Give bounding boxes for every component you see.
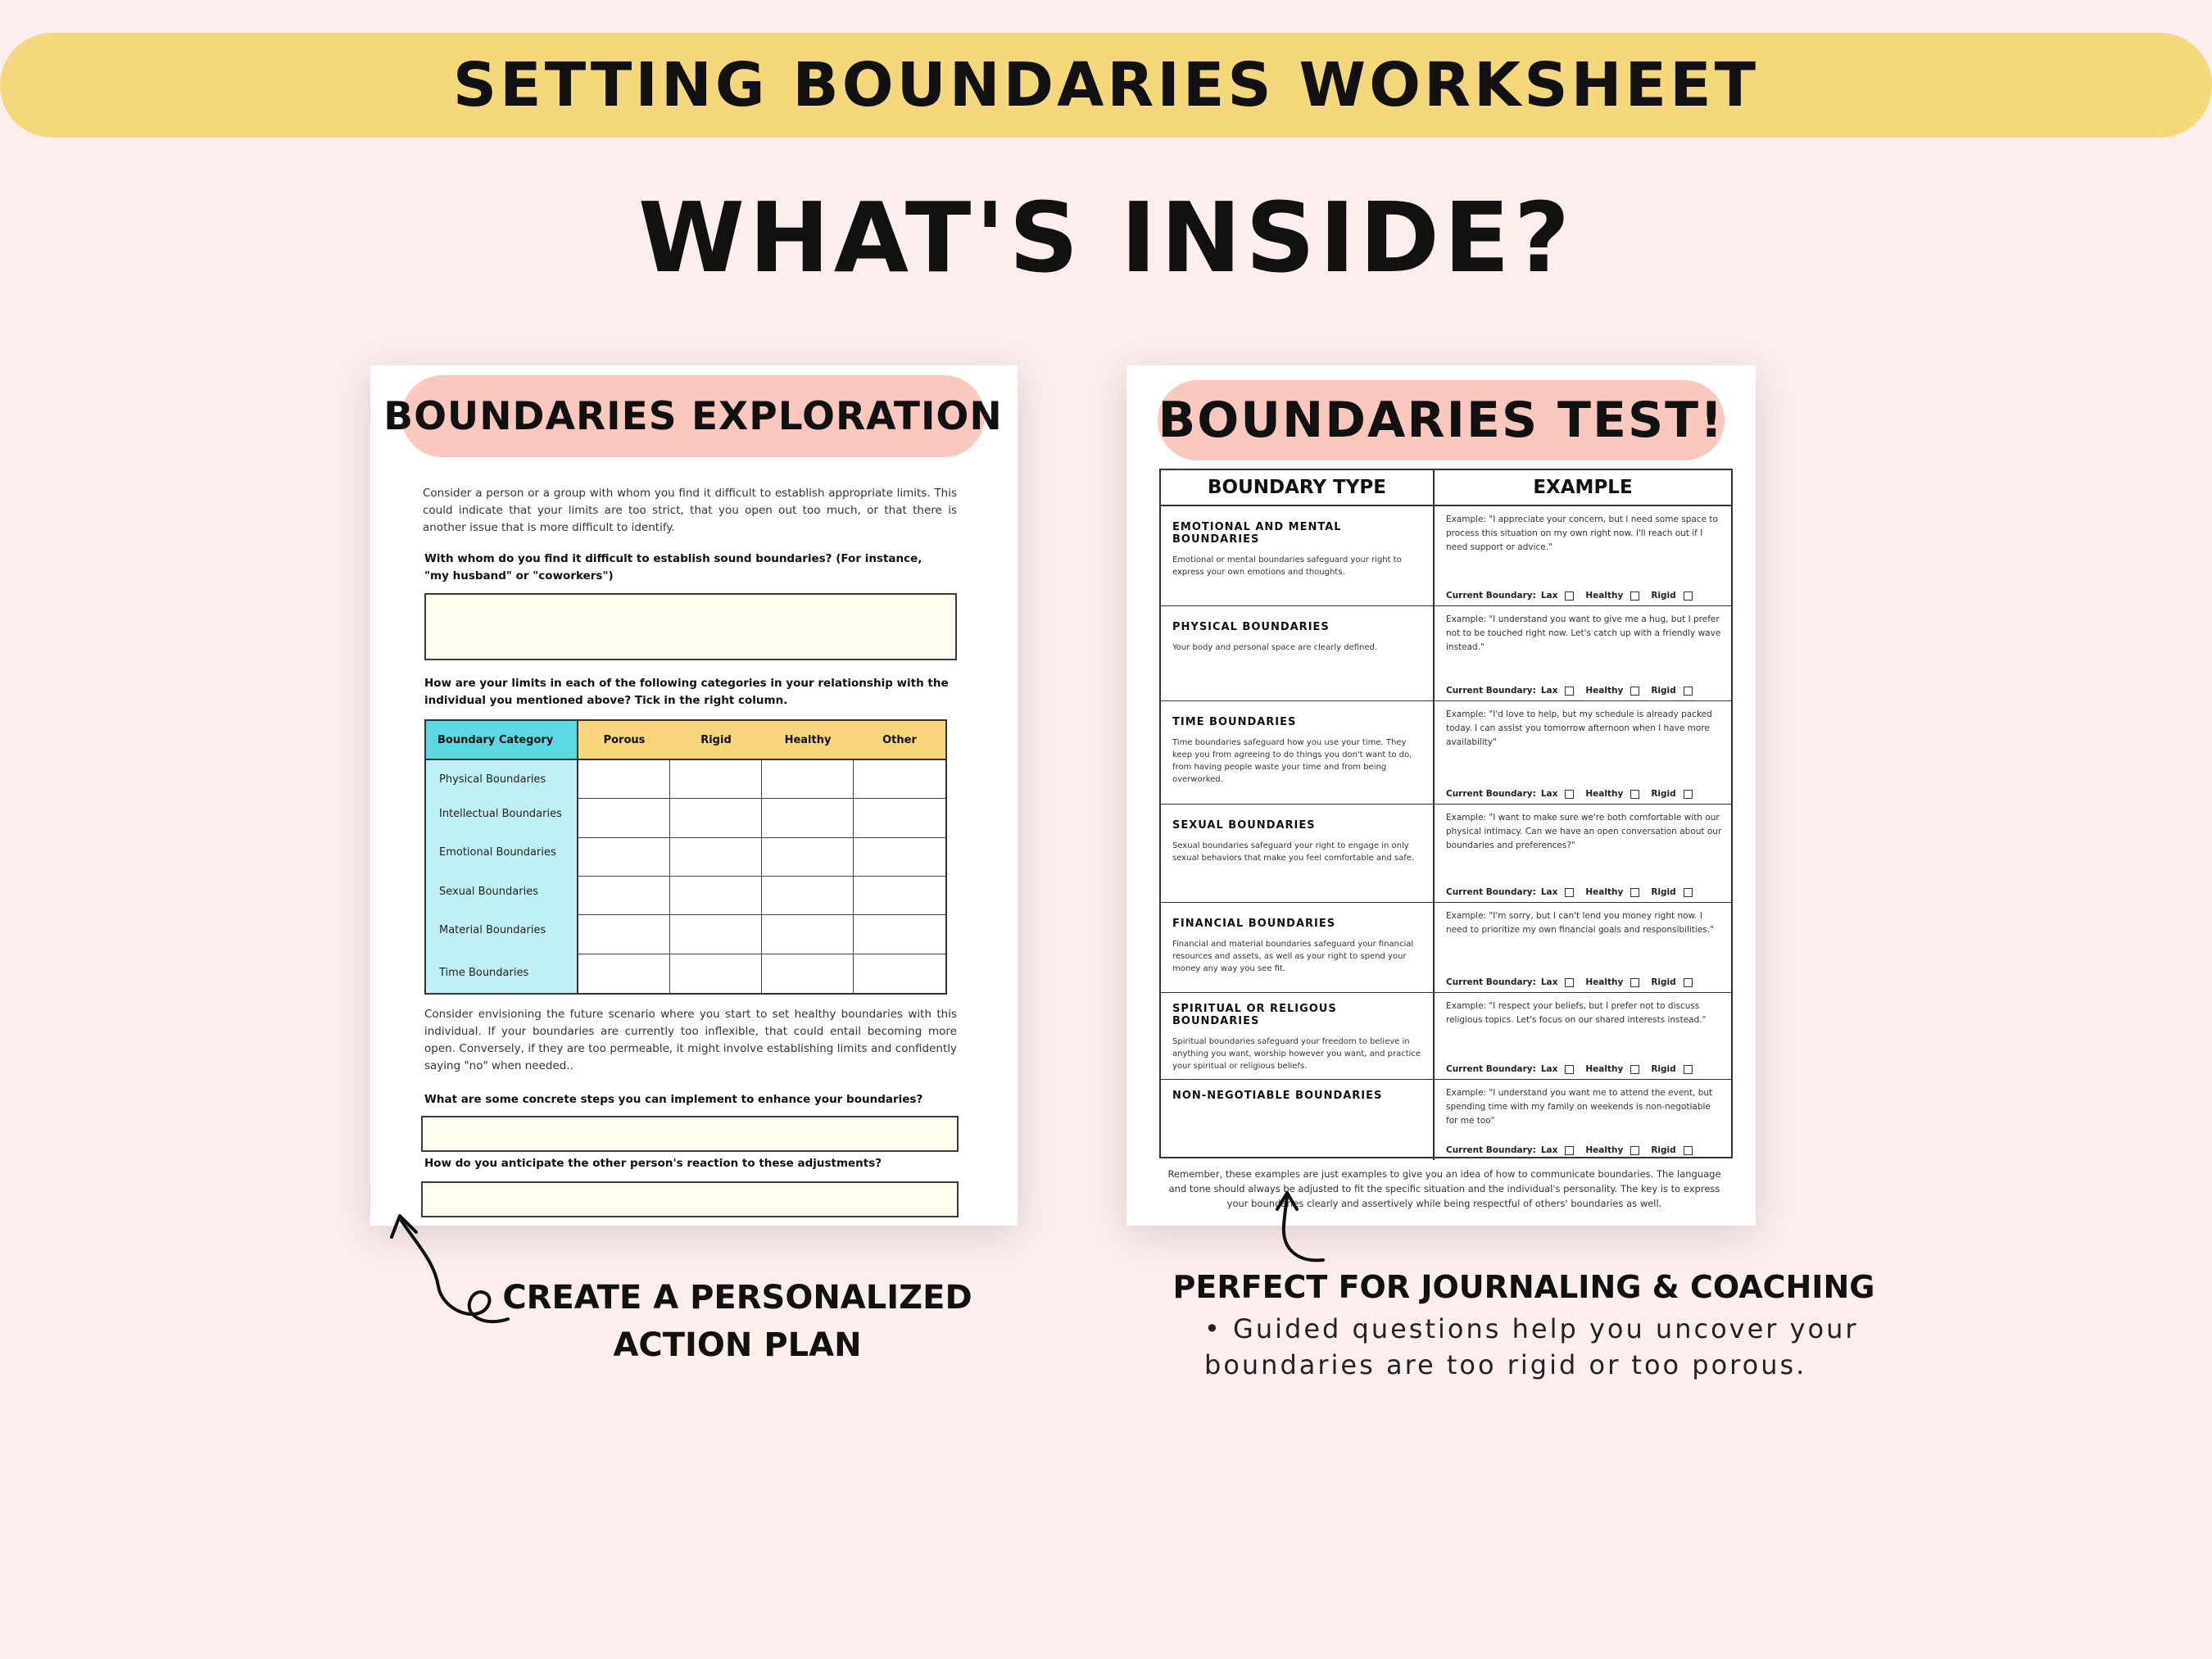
caption-action-plan: CREATE A PERSONALIZED ACTION PLAN bbox=[502, 1279, 972, 1364]
tick-cell[interactable] bbox=[854, 915, 945, 954]
curly-arrow-right-icon bbox=[1266, 1185, 1339, 1267]
current-boundary-check: Current Boundary: Lax Healthy Rigid bbox=[1446, 887, 1704, 897]
boundary-name: PHYSICAL BOUNDARIES bbox=[1172, 621, 1330, 633]
tick-grid bbox=[578, 760, 945, 993]
healthy-checkbox[interactable] bbox=[1630, 592, 1639, 601]
lax-checkbox[interactable] bbox=[1565, 978, 1574, 987]
tick-cell[interactable] bbox=[854, 954, 945, 993]
boundaries-test-table bbox=[1159, 469, 1733, 1158]
rigid-checkbox[interactable] bbox=[1684, 978, 1693, 987]
lax-checkbox[interactable] bbox=[1565, 592, 1574, 601]
tick-cell[interactable] bbox=[670, 799, 762, 837]
lax-checkbox[interactable] bbox=[1565, 790, 1574, 799]
current-boundary-check: Current Boundary: Lax Healthy Rigid bbox=[1446, 977, 1704, 987]
row-label: Intellectual Boundaries bbox=[439, 808, 562, 820]
exploration-worksheet-page bbox=[370, 365, 1018, 1226]
category-column bbox=[426, 760, 578, 993]
current-boundary-check: Current Boundary: Lax Healthy Rigid bbox=[1446, 789, 1704, 799]
boundary-name: SEXUAL BOUNDARIES bbox=[1172, 819, 1316, 832]
lax-checkbox[interactable] bbox=[1565, 1146, 1574, 1155]
boundary-desc: Emotional or mental boundaries safeguard your right to express your own emotions and thoughts. bbox=[1172, 555, 1402, 577]
tick-cell[interactable] bbox=[762, 799, 854, 837]
row-label: Material Boundaries bbox=[439, 924, 546, 936]
header-boundary-category: Boundary Category bbox=[426, 721, 578, 759]
boundaries-test-page bbox=[1126, 365, 1756, 1226]
header-healthy: Healthy bbox=[762, 721, 854, 759]
rigid-checkbox[interactable] bbox=[1684, 1146, 1693, 1155]
current-boundary-check: Current Boundary: Lax Healthy Rigid bbox=[1446, 1064, 1704, 1074]
top-banner bbox=[0, 33, 2212, 138]
boundary-example: Example: "I understand you want to give me a hug, but I prefer not to be touched right now. Let's catch up with a friendly wave instead." bbox=[1446, 614, 1721, 652]
boundary-example: Example: "I respect your beliefs, but I prefer not to discuss religious topics. Let's focus on our shared interests instead." bbox=[1446, 1001, 1707, 1025]
tick-cell[interactable] bbox=[578, 954, 670, 993]
boundary-desc: Time boundaries safeguard how you use your time. They keep you from agreeing to do things you don't want to do, from having people waste your time and from being overworked. bbox=[1172, 738, 1412, 784]
table-row bbox=[1161, 993, 1731, 1080]
boundary-name: EMOTIONAL AND MENTAL BOUNDARIES bbox=[1172, 521, 1342, 546]
boundary-desc: Sexual boundaries safeguard your right to engage in only sexual behaviors that make you feel comfortable and safe. bbox=[1172, 841, 1415, 863]
lax-checkbox[interactable] bbox=[1565, 687, 1574, 696]
rigid-checkbox[interactable] bbox=[1684, 592, 1693, 601]
tick-cell[interactable] bbox=[762, 760, 854, 799]
question-1: With whom do you find it difficult to establish sound boundaries? (For instance, "my husband" or "coworkers") bbox=[424, 552, 922, 582]
healthy-checkbox[interactable] bbox=[1630, 790, 1639, 799]
test-footer-note: Remember, these examples are just examples to give you an idea of how to communicate boundaries. The language and tone should always be adjusted to fit the specific situation and the individual's personality. The key is to express your boundaries clearly and assertively while being respectful of others' boundaries as well. bbox=[1167, 1168, 1721, 1209]
tick-cell[interactable] bbox=[578, 838, 670, 877]
question-2: How are your limits in each of the following categories in your relationship with the individual you mentioned above? Tick in the right column. bbox=[424, 677, 949, 707]
healthy-checkbox[interactable] bbox=[1630, 1065, 1639, 1074]
tick-cell[interactable] bbox=[762, 877, 854, 915]
healthy-checkbox[interactable] bbox=[1630, 888, 1639, 897]
boundary-example: Example: "I appreciate your concern, but I need some space to process this situation on my own right now. I'll reach out if I need support or advice." bbox=[1446, 514, 1718, 552]
tick-cell[interactable] bbox=[762, 915, 854, 954]
tick-cell[interactable] bbox=[762, 838, 854, 877]
current-boundary-check: Current Boundary: Lax Healthy Rigid bbox=[1446, 1145, 1704, 1155]
healthy-checkbox[interactable] bbox=[1630, 687, 1639, 696]
boundary-name: TIME BOUNDARIES bbox=[1172, 716, 1297, 728]
boundary-example: Example: "I'd love to help, but my schedule is already packed today. I can assist you tomorrow afternoon when I have more availability" bbox=[1446, 709, 1712, 747]
row-label: Physical Boundaries bbox=[439, 773, 546, 786]
boundary-example: Example: "I want to make sure we're both comfortable with our physical intimacy. Can we have an open conversation about our boundaries and preferences?" bbox=[1446, 813, 1722, 850]
healthy-checkbox[interactable] bbox=[1630, 1146, 1639, 1155]
tick-cell[interactable] bbox=[670, 954, 762, 993]
header-example: EXAMPLE bbox=[1533, 477, 1633, 498]
tick-cell[interactable] bbox=[854, 838, 945, 877]
row-label: Time Boundaries bbox=[439, 967, 529, 979]
answer-box-3[interactable] bbox=[421, 1116, 959, 1152]
tick-cell[interactable] bbox=[670, 915, 762, 954]
header-porous: Porous bbox=[578, 721, 670, 759]
caption-journaling: PERFECT FOR JOURNALING & COACHING bbox=[1172, 1269, 1875, 1305]
exploration-title: BOUNDARIES EXPLORATION bbox=[401, 375, 985, 457]
page-headline: WHAT'S INSIDE? bbox=[637, 181, 1575, 294]
boundary-example: Example: "I'm sorry, but I can't lend you money right now. I need to prioritize my own financial goals and responsibilities." bbox=[1446, 911, 1714, 935]
exploration-intro: Consider a person or a group with whom you find it difficult to establish appropriate limits. This could indicate that your limits are too strict, that you open out too much, or that there is another issue that is more difficult to identify. bbox=[423, 487, 957, 534]
boundary-desc: Spiritual boundaries safeguard your freedom to believe in anything you want, worship however you want, and practice your spiritual or religious beliefs. bbox=[1172, 1037, 1421, 1071]
rigid-checkbox[interactable] bbox=[1684, 687, 1693, 696]
test-title: BOUNDARIES TEST! bbox=[1158, 380, 1725, 460]
tick-cell[interactable] bbox=[670, 877, 762, 915]
answer-box-1[interactable] bbox=[424, 593, 957, 660]
header-boundary-type: BOUNDARY TYPE bbox=[1161, 470, 1435, 505]
boundary-name: SPIRITUAL OR RELIGOUS BOUNDARIES bbox=[1172, 1003, 1337, 1027]
table-row bbox=[1161, 606, 1731, 701]
header-other: Other bbox=[854, 721, 945, 759]
table-row bbox=[1161, 701, 1731, 805]
tick-cell[interactable] bbox=[578, 915, 670, 954]
tick-cell[interactable] bbox=[762, 954, 854, 993]
tick-cell[interactable] bbox=[578, 760, 670, 799]
table-header-row bbox=[426, 721, 945, 760]
question-4: How do you anticipate the other person's reaction to these adjustments? bbox=[424, 1157, 882, 1170]
question-3: What are some concrete steps you can implement to enhance your boundaries? bbox=[424, 1093, 923, 1106]
rigid-checkbox[interactable] bbox=[1684, 1065, 1693, 1074]
tick-cell[interactable] bbox=[854, 877, 945, 915]
rigid-checkbox[interactable] bbox=[1684, 790, 1693, 799]
table-row bbox=[1161, 805, 1731, 903]
tick-cell[interactable] bbox=[578, 877, 670, 915]
exploration-paragraph-2: Consider envisioning the future scenario where you start to set healthy boundaries with this individual. If your boundaries are currently too inflexible, that could entail becoming more open. Conversely, if they are too permeable, it might involve establishing limits and confidently saying "no" when needed.. bbox=[424, 1008, 957, 1072]
healthy-checkbox[interactable] bbox=[1630, 978, 1639, 987]
rigid-checkbox[interactable] bbox=[1684, 888, 1693, 897]
table-row bbox=[1161, 506, 1731, 606]
current-boundary-check: Current Boundary: Lax Healthy Rigid bbox=[1446, 591, 1704, 601]
lax-checkbox[interactable] bbox=[1565, 1065, 1574, 1074]
current-boundary-check: Current Boundary: Lax Healthy Rigid bbox=[1446, 686, 1704, 696]
lax-checkbox[interactable] bbox=[1565, 888, 1574, 897]
tick-cell[interactable] bbox=[670, 760, 762, 799]
tick-cell[interactable] bbox=[854, 799, 945, 837]
boundary-example: Example: "I understand you want me to attend the event, but spending time with my family on weekends is non-negotiable for me too" bbox=[1446, 1088, 1713, 1126]
caption-journaling-sub: • Guided questions help you uncover your boundaries are too rigid or too porous. bbox=[1204, 1313, 1859, 1380]
boundary-desc: Financial and material boundaries safeguard your financial resources and assets, as well as your right to spend your money any way you see fit. bbox=[1172, 940, 1414, 973]
boundary-name: FINANCIAL BOUNDARIES bbox=[1172, 918, 1336, 930]
header-rigid: Rigid bbox=[670, 721, 762, 759]
row-label: Emotional Boundaries bbox=[439, 846, 556, 859]
boundary-desc: Your body and personal space are clearly defined. bbox=[1172, 643, 1378, 652]
table-row bbox=[1161, 1080, 1731, 1160]
test-table-header bbox=[1161, 470, 1731, 506]
tick-cell[interactable] bbox=[854, 760, 945, 799]
banner-title: SETTING BOUNDARIES WORKSHEET bbox=[452, 50, 1760, 120]
tick-cell[interactable] bbox=[670, 838, 762, 877]
table-row bbox=[1161, 903, 1731, 993]
boundary-name: NON-NEGOTIABLE BOUNDARIES bbox=[1172, 1090, 1383, 1102]
tick-cell[interactable] bbox=[578, 799, 670, 837]
boundary-category-table bbox=[424, 719, 947, 995]
row-label: Sexual Boundaries bbox=[439, 886, 538, 898]
